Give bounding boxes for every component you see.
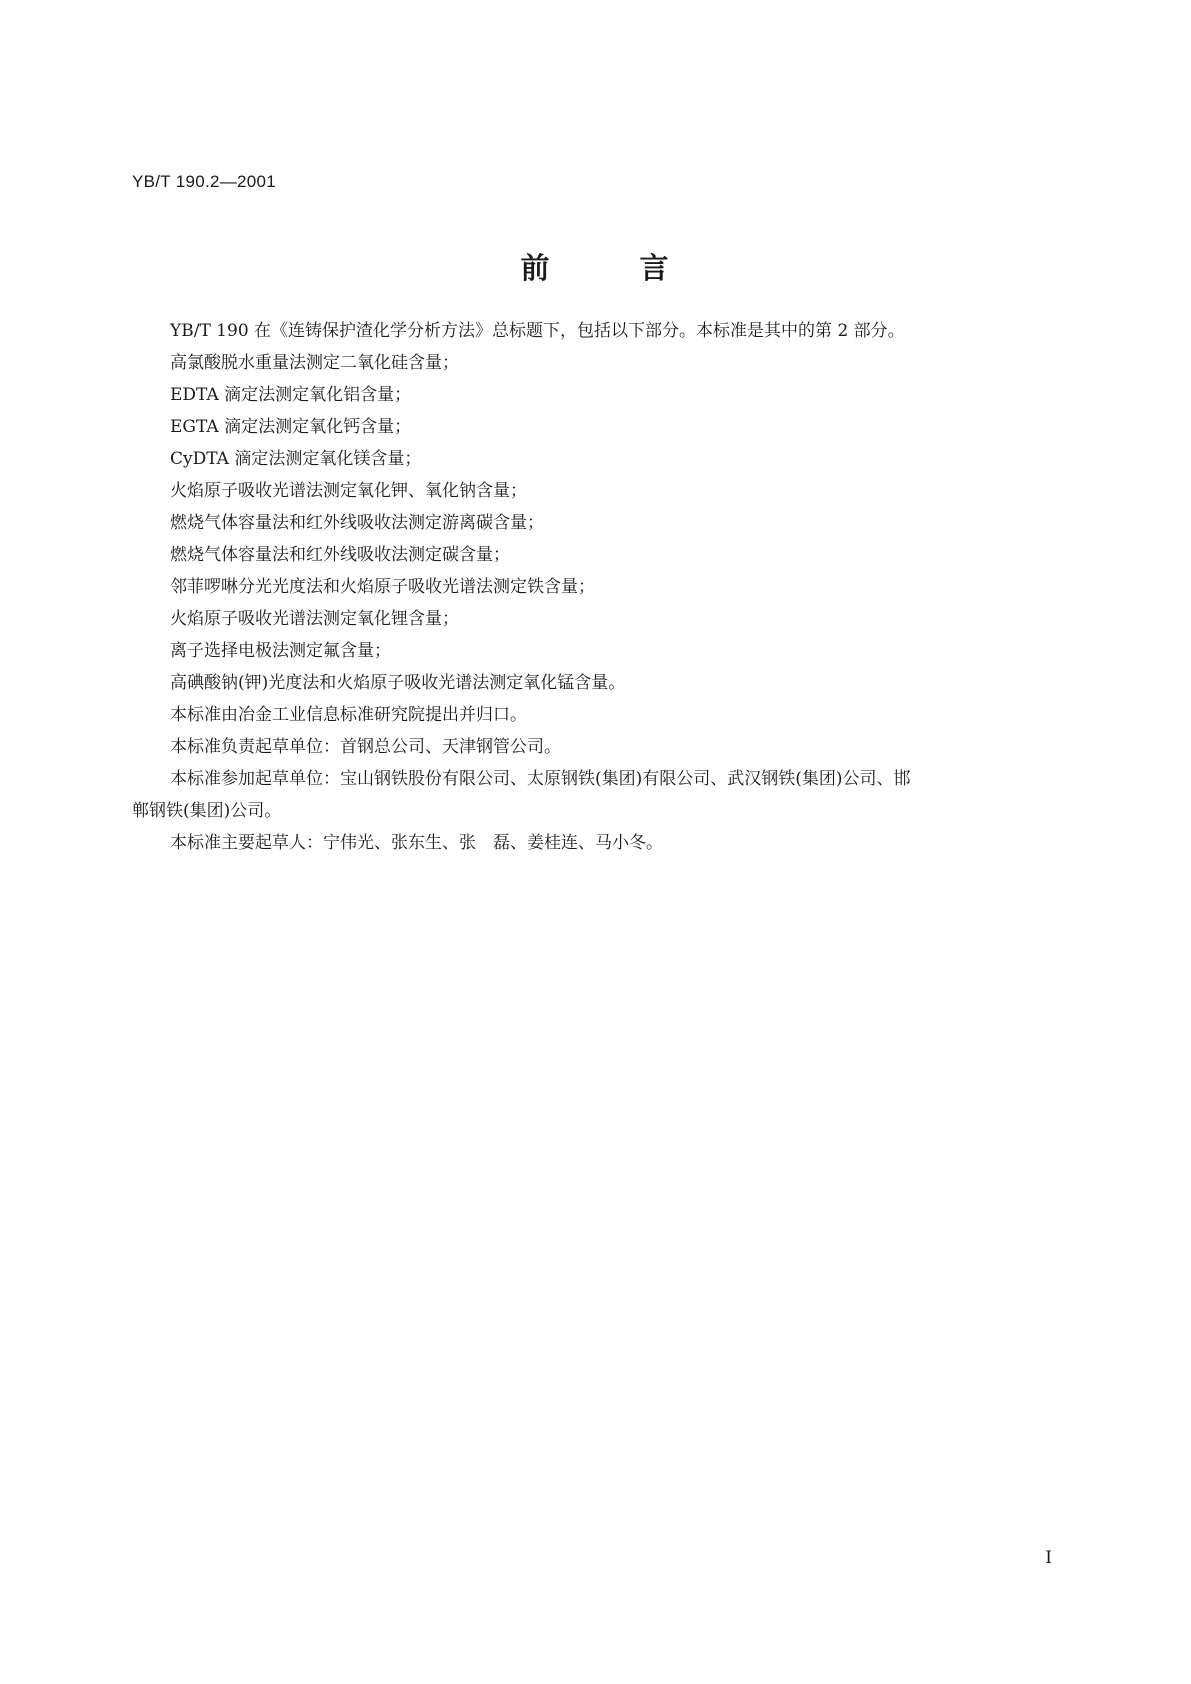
standard-code: YB/T 190.2—2001 xyxy=(132,172,277,191)
list-item: 火焰原子吸收光谱法测定氧化钾、氧化钠含量； xyxy=(170,481,527,501)
paragraph-proposer: 本标准由冶金工业信息标准研究院提出并归口。 xyxy=(170,705,527,725)
paragraph-participating-units-line1: 本标准参加起草单位：宝山钢铁股份有限公司、太原钢铁(集团)有限公司、武汉钢铁(集团)公司、邯 xyxy=(170,769,911,789)
list-item: 燃烧气体容量法和红外线吸收法测定碳含量； xyxy=(170,545,510,565)
list-item: 高氯酸脱水重量法测定二氧化硅含量； xyxy=(170,353,459,373)
paragraph-responsible-units: 本标准负责起草单位：首钢总公司、天津钢管公司。 xyxy=(170,737,561,757)
list-item: 火焰原子吸收光谱法测定氧化锂含量； xyxy=(170,609,459,629)
paragraph-intro: YB/T 190 在《连铸保护渣化学分析方法》总标题下，包括以下部分。本标准是其中的第 2 部分。 xyxy=(170,321,905,341)
paragraph-participating-units-line2: 郸钢铁(集团)公司。 xyxy=(132,801,282,821)
paragraph-drafters: 本标准主要起草人：宁伟光、张东生、张 磊、姜桂连、马小冬。 xyxy=(170,833,663,853)
list-item: 邻菲啰啉分光光度法和火焰原子吸收光谱法测定铁含量； xyxy=(170,577,595,597)
list-item: 燃烧气体容量法和红外线吸收法测定游离碳含量； xyxy=(170,513,544,533)
page-title xyxy=(0,246,1191,287)
title-part-2: 言 xyxy=(639,251,671,285)
list-item: EDTA 滴定法测定氧化铝含量； xyxy=(170,385,412,405)
list-item: 高碘酸钠(钾)光度法和火焰原子吸收光谱法测定氧化锰含量。 xyxy=(170,673,626,693)
page-number: I xyxy=(1045,1548,1052,1568)
list-item: EGTA 滴定法测定氧化钙含量； xyxy=(170,417,412,437)
list-item: CyDTA 滴定法测定氧化镁含量； xyxy=(170,449,422,469)
foreword-content xyxy=(132,315,1060,859)
list-item: 离子选择电极法测定氟含量； xyxy=(170,641,391,661)
title-part-1: 前 xyxy=(520,251,552,285)
